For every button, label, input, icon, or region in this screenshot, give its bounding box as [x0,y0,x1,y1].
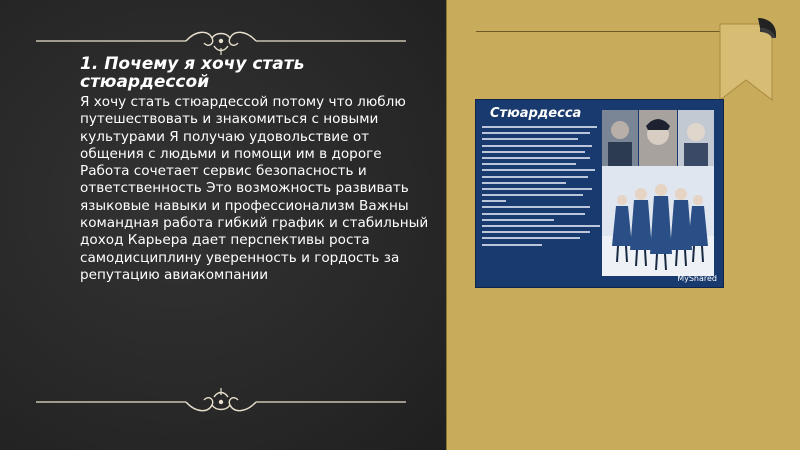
thumbnail-text-lines [482,126,602,250]
thumbnail-crew-photo [602,166,714,276]
thumbnail-watermark: MyShared [677,274,717,283]
thumbnail-title: Стюардесса [490,106,582,121]
panel-divider [446,0,447,450]
thumbnail-portrait-photos [602,110,714,167]
slide-body-text: Я хочу стать стюардессой потому что люблю путешествовать и знакомиться с новыми культурами Я получаю удовольствие от общения с людьми и помощи им в дороге Работа сочетает сервис безопасность и ответственность Это возможность развивать языковые навыки и профессионализм Важны командная работа гибкий график и стабильный доход Карьера дает перспективы роста самодисциплину уверенность и гордость за репутацию авиакомпании [80,94,429,283]
slide-title: 1. Почему я хочу стать стюардессой [80,54,305,92]
top-ornament-icon [36,26,406,56]
slide-thumbnail-image [475,99,724,288]
bottom-ornament-icon [36,387,406,417]
bookmark-ribbon-icon [716,18,776,102]
